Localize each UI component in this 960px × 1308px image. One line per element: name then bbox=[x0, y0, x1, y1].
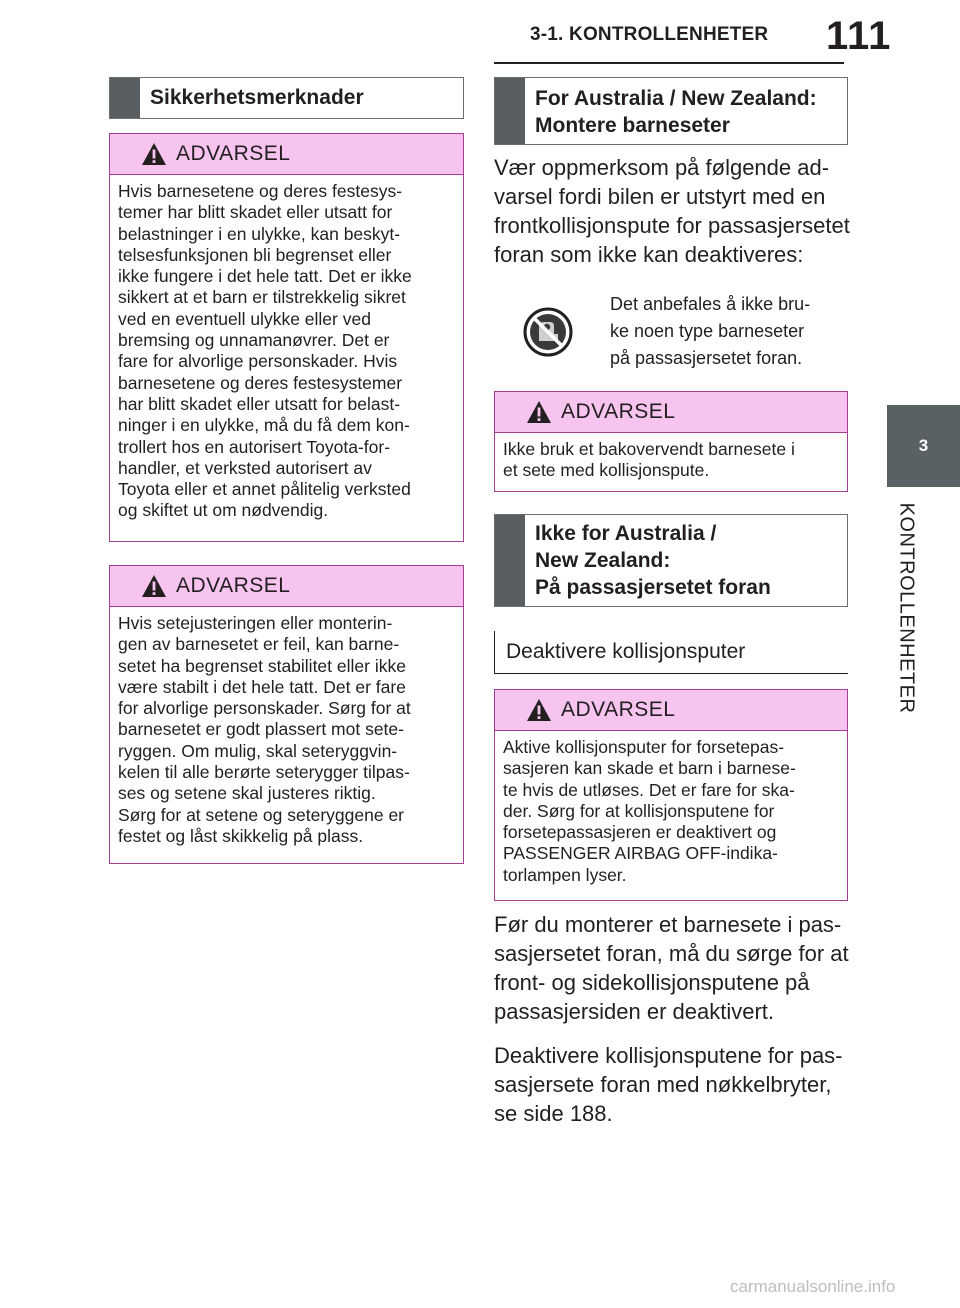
warning-line: være stabilt i det hele tatt. Det er fare bbox=[118, 676, 406, 697]
paragraph-line: Deaktivere kollisjonsputene for pas- bbox=[494, 1043, 843, 1068]
paragraph-line: sasjersetet foran, må du sørge for at bbox=[494, 941, 849, 966]
warning-line: PASSENGER AIRBAG OFF-indika- bbox=[503, 843, 778, 864]
warning-title: ADVARSEL bbox=[176, 574, 291, 597]
subheading-text: Deaktivere kollisjonsputer bbox=[506, 640, 746, 663]
warning-line: barnesetet er godt plassert mot sete- bbox=[118, 719, 404, 740]
warning-title: ADVARSEL bbox=[561, 698, 676, 721]
warning-line: torlampen lyser. bbox=[503, 864, 627, 885]
warning-line: belastninger i en ulykke, kan beskyt- bbox=[118, 223, 401, 244]
warning-line: handler, et verksted autorisert av bbox=[118, 457, 372, 478]
heading-bar bbox=[110, 78, 140, 118]
warning-box-1 bbox=[109, 133, 464, 542]
warning-body bbox=[495, 433, 847, 490]
chapter-side-label bbox=[886, 493, 926, 723]
chapter-side-label-text: KONTROLLENHETER bbox=[895, 502, 918, 714]
warning-line: trollert hos en autorisert Toyota-for- bbox=[118, 436, 391, 457]
heading-text: Sikkerhetsmerknader bbox=[150, 86, 364, 109]
warning-box-2 bbox=[109, 565, 464, 864]
warning-line: gen av barnesetet er feil, kan barne- bbox=[118, 634, 400, 655]
warning-line: kelen til alle berørte seterygger tilpas- bbox=[118, 762, 410, 783]
heading-bar bbox=[495, 515, 525, 606]
warning-line: ses og setene skal justeres riktig. bbox=[118, 783, 376, 804]
paragraph-line: foran som ikke kan deaktiveres: bbox=[494, 242, 804, 267]
paragraph-line: Vær oppmerksom på følgende ad- bbox=[494, 155, 830, 180]
warning-line: barnesetene og deres festesystemer bbox=[118, 372, 403, 393]
warning-line: Hvis barnesetene og deres festesys- bbox=[118, 181, 403, 201]
warning-triangle-icon bbox=[526, 400, 552, 424]
watermark: carmanualsonline.info bbox=[730, 1277, 896, 1296]
heading-text bbox=[525, 78, 827, 144]
note-line: ke noen type barneseter bbox=[610, 321, 805, 341]
chapter-tab[interactable]: 3 bbox=[887, 405, 960, 487]
warning-header bbox=[110, 134, 463, 175]
heading-line: New Zealand: bbox=[535, 549, 671, 572]
heading-line: For Australia / New Zealand: bbox=[535, 87, 817, 110]
warning-line: og skiftet ut om nødvendig. bbox=[118, 500, 329, 521]
paragraph-deactivate bbox=[494, 910, 854, 1026]
warning-line: der. Sørg for at kollisjonsputene for bbox=[503, 800, 775, 821]
heading-text bbox=[525, 515, 781, 606]
warning-line: Aktive kollisjonsputer for forsetepas- bbox=[503, 737, 785, 757]
paragraph-line: passasjersiden er deaktivert. bbox=[494, 999, 775, 1024]
heading-bar bbox=[495, 78, 525, 144]
warning-body bbox=[110, 175, 463, 530]
warning-triangle-icon bbox=[141, 574, 167, 598]
heading-line: På passasjersetet foran bbox=[535, 576, 771, 599]
warning-line: sikkert at et barn er tilstrekkelig sikret bbox=[118, 287, 406, 308]
no-child-seat-icon bbox=[523, 307, 573, 357]
warning-line: ved en eventuell ulykke eller ved bbox=[118, 308, 371, 329]
intro-paragraph bbox=[494, 153, 854, 269]
warning-header bbox=[495, 690, 847, 731]
heading-line: Montere barneseter bbox=[535, 114, 730, 137]
warning-body bbox=[110, 607, 463, 855]
paragraph-key-switch bbox=[494, 1041, 854, 1128]
heading-line: Ikke for Australia / bbox=[535, 522, 717, 545]
heading-safety-notes bbox=[109, 77, 464, 119]
warning-line: ninger i en ulykke, må du få dem kon- bbox=[118, 415, 410, 436]
paragraph-line: Før du monterer et barnesete i pas- bbox=[494, 912, 842, 937]
warning-line: te hvis de utløses. Det er fare for ska- bbox=[503, 779, 795, 800]
heading-not-australia bbox=[494, 514, 848, 607]
warning-line: telsesfunksjonen bli begrenset eller bbox=[118, 244, 392, 265]
warning-triangle-icon bbox=[141, 142, 167, 166]
page-number: 111 bbox=[826, 14, 892, 58]
warning-triangle-icon bbox=[526, 698, 552, 722]
warning-line: setet ha begrenset stabilitet eller ikke bbox=[118, 655, 406, 676]
warning-line: ikke fungere i det hele tatt. Det er ikke bbox=[118, 266, 412, 287]
warning-title: ADVARSEL bbox=[176, 142, 291, 165]
warning-line: bremsing og unnamanøvrer. Det er bbox=[118, 330, 390, 351]
paragraph-line: sasjersete foran med nøkkelbryter, bbox=[494, 1072, 832, 1097]
warning-line: Hvis setejusteringen eller monterin- bbox=[118, 613, 393, 633]
warning-line: sasjeren kan skade et barn i barnese- bbox=[503, 758, 796, 779]
warning-line: fare for alvorlige personskader. Hvis bbox=[118, 351, 398, 372]
warning-line: forsetepassasjeren er deaktivert og bbox=[503, 822, 777, 843]
warning-line: et sete med kollisjonspute. bbox=[503, 460, 710, 481]
warning-line: Ikke bruk et bakovervendt barnesete i bbox=[503, 439, 795, 459]
note-line: på passasjersetet foran. bbox=[610, 348, 803, 368]
warning-title: ADVARSEL bbox=[561, 400, 676, 423]
note-line: Det anbefales å ikke bru- bbox=[610, 294, 811, 314]
warning-box-4 bbox=[494, 689, 848, 901]
warning-line: Toyota eller et annet pålitelig verksted bbox=[118, 479, 411, 500]
section-title: 3-1. KONTROLLENHETER bbox=[530, 24, 769, 45]
heading-australia-nz bbox=[494, 77, 848, 145]
paragraph-line: frontkollisjonspute for passasjersetet bbox=[494, 213, 850, 238]
icon-note bbox=[610, 291, 850, 372]
warning-line: for alvorlige personskader. Sørg for at bbox=[118, 698, 411, 719]
warning-line: Sørg for at setene og seteryggene er bbox=[118, 804, 404, 825]
subheading-box bbox=[494, 631, 848, 674]
warning-line: temer har blitt skadet eller utsatt for bbox=[118, 202, 393, 223]
warning-header bbox=[110, 566, 463, 607]
warning-line: har blitt skadet eller utsatt for belast- bbox=[118, 393, 401, 414]
header-rule bbox=[494, 62, 844, 64]
paragraph-line: front- og sidekollisjonsputene på bbox=[494, 970, 810, 995]
warning-line: ryggen. Om mulig, skal seteryggvin- bbox=[118, 740, 398, 761]
warning-header bbox=[495, 392, 847, 433]
paragraph-line: varsel fordi bilen er utstyrt med en bbox=[494, 184, 826, 209]
warning-body bbox=[495, 731, 847, 894]
paragraph-line: se side 188. bbox=[494, 1101, 613, 1126]
warning-line: festet og låst skikkelig på plass. bbox=[118, 825, 364, 846]
warning-box-3 bbox=[494, 391, 848, 492]
